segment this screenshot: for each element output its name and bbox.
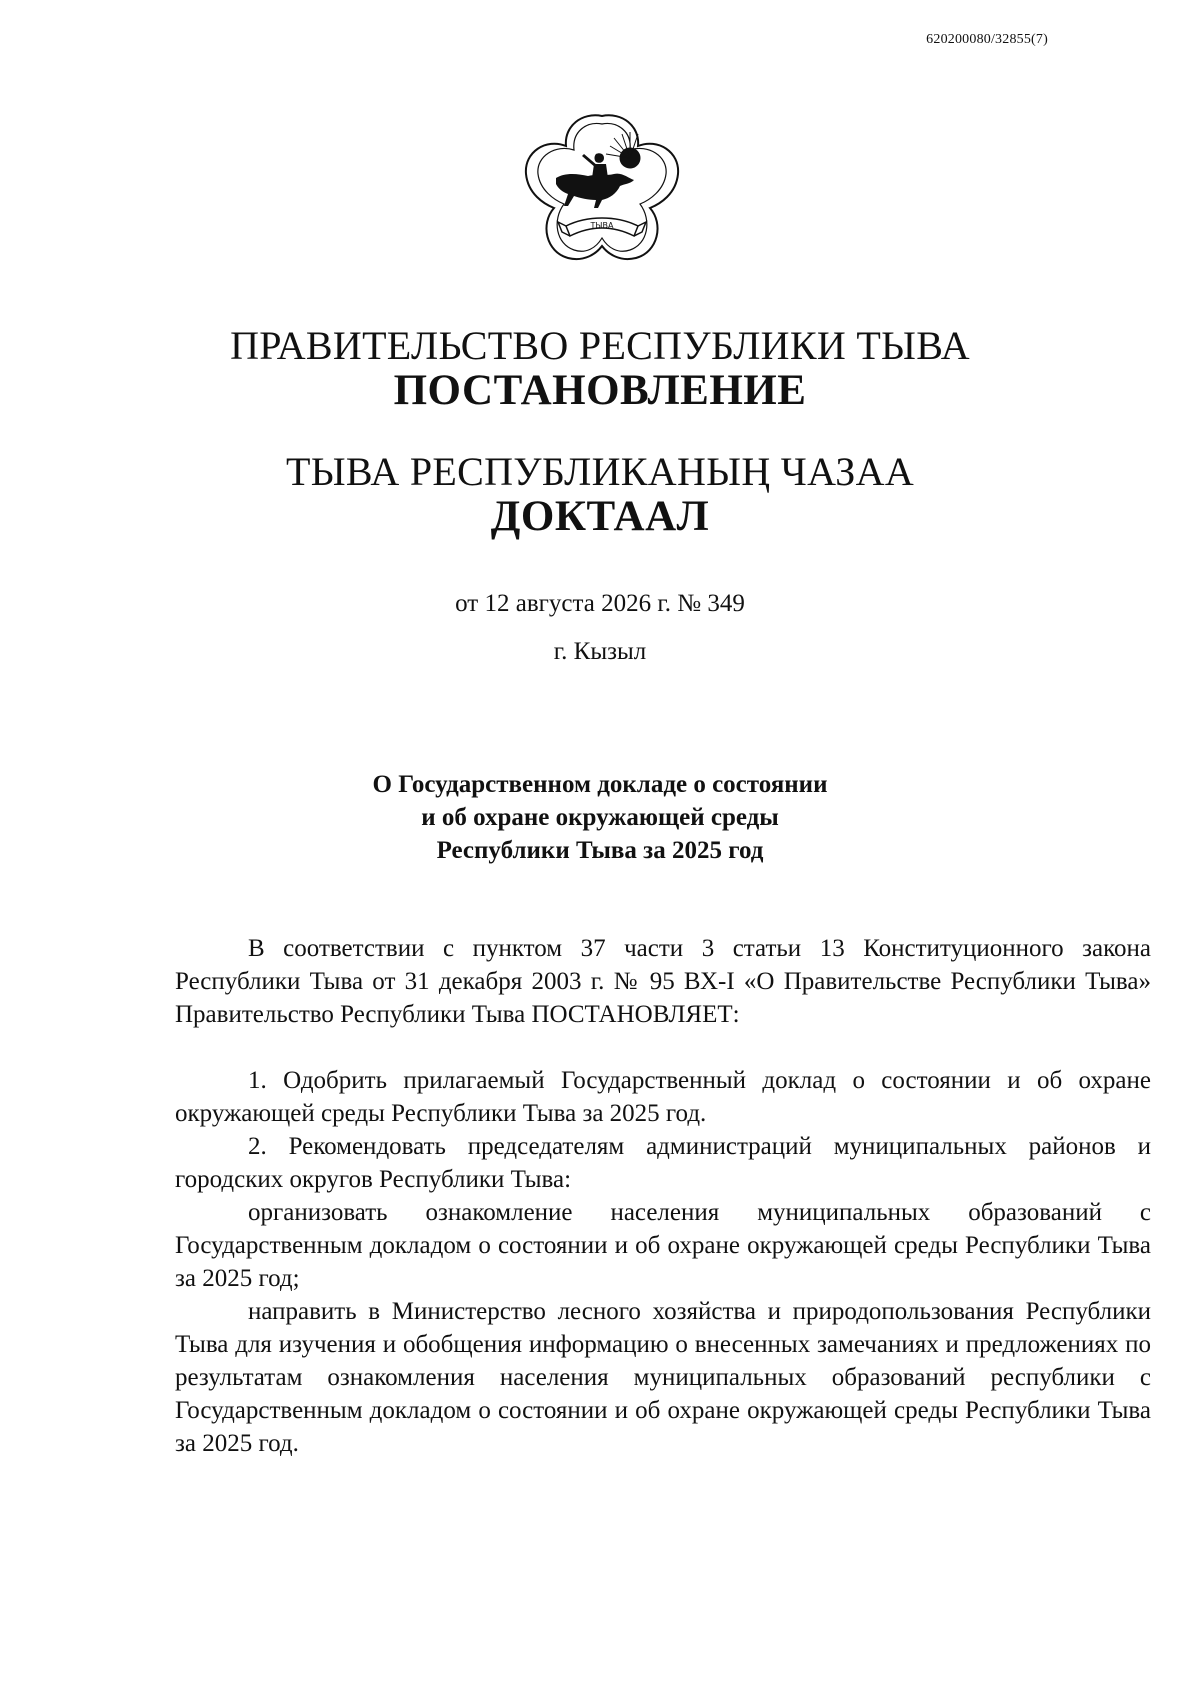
paragraph-subitem-2: направить в Министерство лесного хозяйства и природопользования Республики Тыва для изучения и обобщения информацию о внесенных замечаниях и предложениях по результатам ознакомления населения муниципальных образований республики с Государственным докладом о состоянии и об охране окружающей среды Республики Тыва за 2025 год. [175, 1298, 1151, 1457]
title-line: О Государственном докладе о состоянии [372, 771, 828, 798]
document-city: г. Кызыл [553, 638, 647, 665]
paragraph-subitem-1: организовать ознакомление населения муниципальных образований с Государственным докладом о состоянии и об охране окружающей среды Республики Тыва за 2025 год; [175, 1199, 1151, 1292]
title-line: Республики Тыва за 2025 год [436, 837, 764, 864]
ribbon-text: ТЫВА [590, 221, 614, 230]
paragraph-item-2: 2. Рекомендовать председателям администраций муниципальных районов и городских округов Республики Тыва: [175, 1133, 1151, 1193]
document-body [175, 932, 1151, 1460]
government-name-ru: ПРАВИТЕЛЬСТВО РЕСПУБЛИКИ ТЫВА [230, 323, 970, 368]
paragraph-item-1: 1. Одобрить прилагаемый Государственный доклад о состоянии и об охране окружающей среды Республики Тыва за 2025 год. [175, 1067, 1151, 1127]
document-date-number: от 12 августа 2026 г. № 349 [455, 590, 745, 617]
title-line: и об охране окружающей среды [421, 804, 779, 831]
document-title [0, 768, 1200, 867]
government-name-tv: ТЫВА РЕСПУБЛИКАНЫҢ ЧАЗАА [285, 449, 915, 494]
paragraph-preamble: В соответствии с пунктом 37 части 3 статьи 13 Конституционного закона Республики Тыва от 31 декабря 2003 г. № 95 ВХ-I «О Правительстве Республики Тыва» Правительство Республики Тыва ПОСТАНОВЛЯЕТ: [175, 935, 1151, 1028]
coat-of-arms-icon [518, 108, 686, 276]
document-type-tv: ДОКТААЛ [490, 493, 710, 540]
document-id: 620200080/32855(7) [926, 32, 1048, 47]
document-type-ru: ПОСТАНОВЛЕНИЕ [393, 367, 807, 414]
